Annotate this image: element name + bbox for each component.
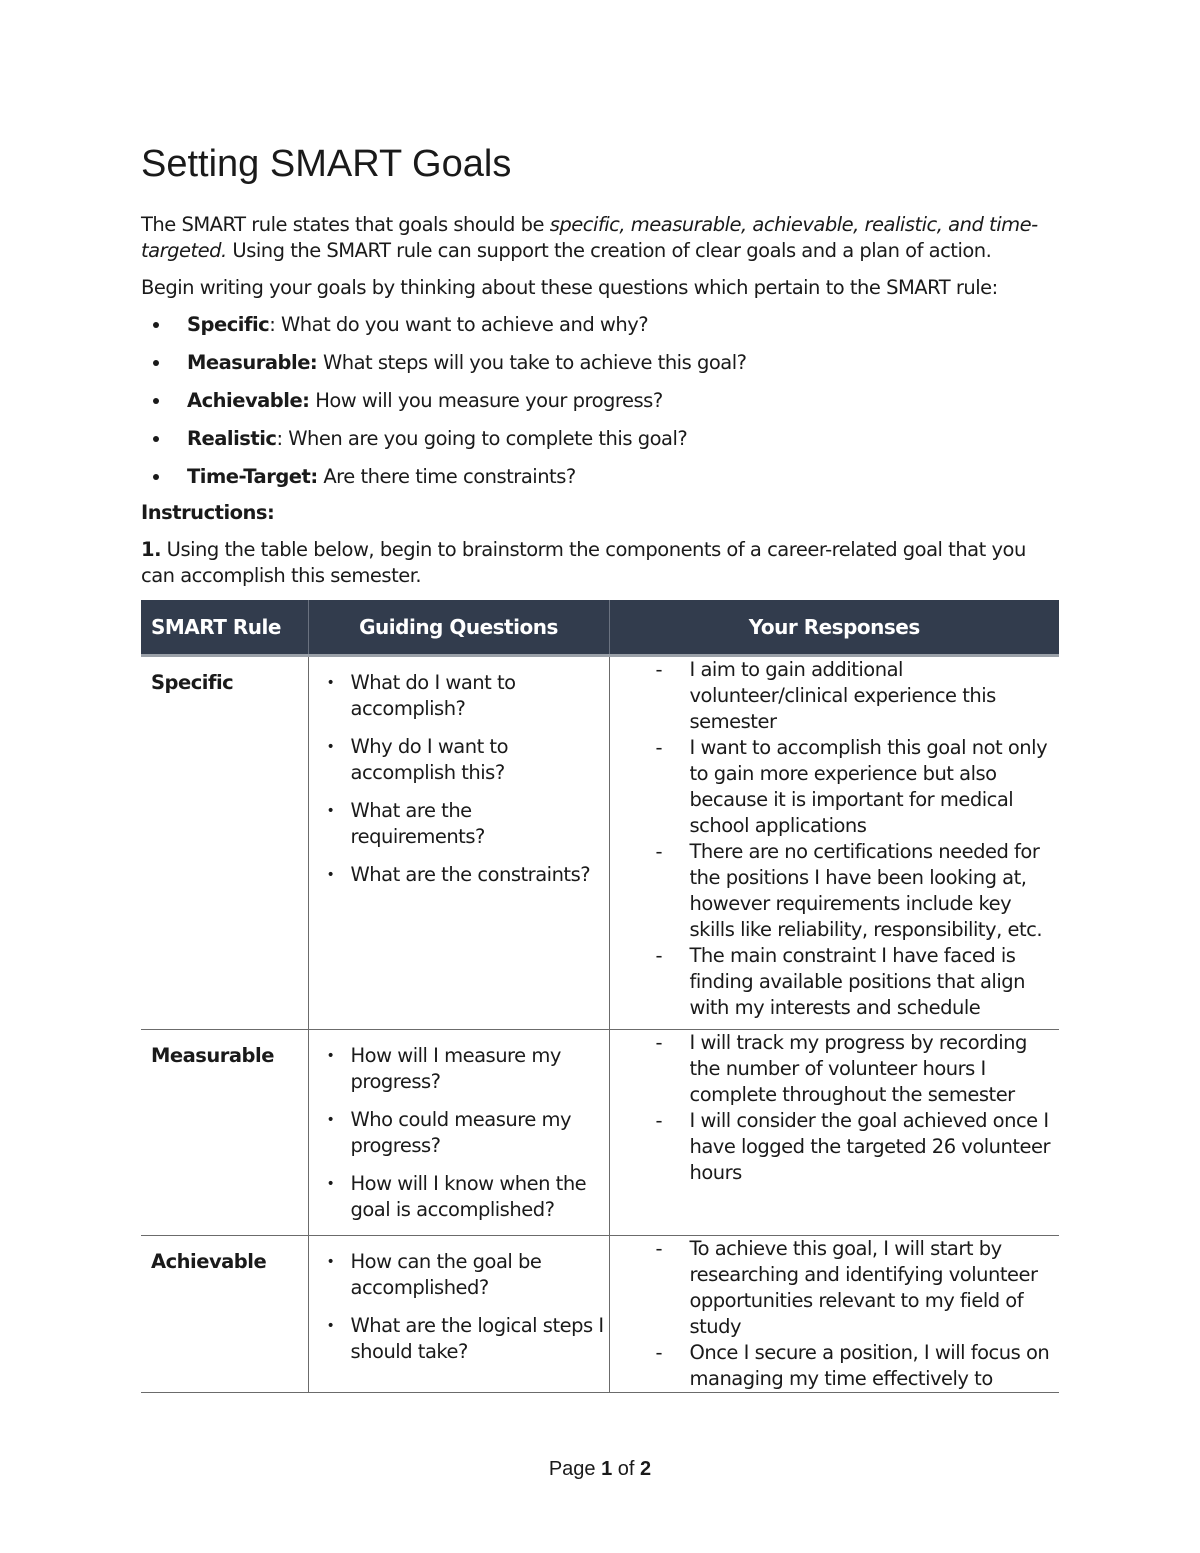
smart-term: Realistic <box>187 427 277 450</box>
bullet-icon: • <box>326 739 335 755</box>
bullet-icon: • <box>326 1112 335 1128</box>
bullet-icon <box>153 436 159 442</box>
question-text: What are the requirements? <box>350 799 485 848</box>
response-text: Once I secure a position, I will focus on managing my time effectively to <box>689 1341 1050 1390</box>
intro-text-1: The SMART rule states that goals should be <box>141 213 550 236</box>
response-item <box>610 839 1054 943</box>
dash-icon: - <box>655 1237 663 1260</box>
table-row <box>141 656 1059 1030</box>
instruction-number: 1. <box>141 538 161 561</box>
bullet-icon: • <box>326 1048 335 1064</box>
bullet-icon <box>153 398 159 404</box>
response-item <box>610 1030 1054 1108</box>
response-item <box>610 657 1054 735</box>
question-text: What do I want to accomplish? <box>350 671 516 720</box>
smart-list-item <box>141 312 1059 350</box>
question-item <box>309 1171 605 1223</box>
response-text: I will consider the goal achieved once I have logged the targeted 26 volunteer hours <box>689 1109 1051 1184</box>
smart-sep: : <box>276 427 289 450</box>
dash-icon: - <box>655 944 663 967</box>
smart-list-item <box>141 350 1059 388</box>
intro-text-2: Using the SMART rule can support the creation of clear goals and a plan of action. <box>226 239 992 262</box>
smart-term: Time-Target: <box>187 465 318 488</box>
question-text: How can the goal be accomplished? <box>350 1250 542 1299</box>
bullet-icon: • <box>326 1254 335 1270</box>
smart-term: Measurable: <box>187 351 318 374</box>
question-text: How will I measure my progress? <box>350 1044 561 1093</box>
response-text: I will track my progress by recording the number of volunteer hours I complete throughout the semester <box>689 1031 1027 1106</box>
dash-icon: - <box>655 840 663 863</box>
rule-cell: Measurable <box>141 1030 308 1236</box>
question-item <box>309 1107 605 1159</box>
dash-icon: - <box>655 1341 663 1364</box>
smart-goals-table <box>141 600 1059 1393</box>
smart-term: Achievable: <box>187 389 310 412</box>
begin-paragraph: Begin writing your goals by thinking about these questions which pertain to the SMART rule: <box>141 276 998 299</box>
bullet-icon: • <box>326 867 335 883</box>
table-row <box>141 1236 1059 1393</box>
rule-cell: Achievable <box>141 1236 308 1393</box>
question-item <box>309 798 605 850</box>
smart-list-item <box>141 426 1059 464</box>
question-item <box>309 1313 605 1365</box>
response-text: I aim to gain additional volunteer/clinical experience this semester <box>689 658 996 733</box>
smart-text: When are you going to complete this goal? <box>288 427 688 450</box>
dash-icon: - <box>655 1031 663 1054</box>
instruction-1 <box>141 537 1059 589</box>
bullet-icon <box>153 322 159 328</box>
footer-page-word: Page <box>548 1458 602 1480</box>
smart-text: What do you want to achieve and why? <box>280 313 649 336</box>
bullet-icon: • <box>326 1176 335 1192</box>
questions-cell <box>308 1030 609 1236</box>
question-item <box>309 862 605 888</box>
responses-cell <box>609 1236 1059 1393</box>
question-item <box>309 1249 605 1301</box>
header-smart-rule: SMART Rule <box>141 600 308 656</box>
page-footer <box>0 1458 1200 1481</box>
question-item <box>309 734 605 786</box>
response-item <box>610 1340 1054 1392</box>
smart-list-item <box>141 464 1059 502</box>
response-item <box>610 943 1054 1021</box>
smart-text: How will you measure your progress? <box>315 389 663 412</box>
table-row <box>141 1030 1059 1236</box>
footer-of-word: of <box>612 1458 641 1480</box>
response-item <box>610 735 1054 839</box>
question-item <box>309 1043 605 1095</box>
smart-term: Specific <box>187 313 270 336</box>
question-text: What are the logical steps I should take? <box>350 1314 604 1363</box>
bullet-icon <box>153 474 159 480</box>
header-your-responses: Your Responses <box>609 600 1059 656</box>
responses-cell <box>609 656 1059 1030</box>
response-text: The main constraint I have faced is finding available positions that align with my interests and schedule <box>689 944 1026 1019</box>
footer-current-page: 1 <box>601 1458 613 1480</box>
response-text: To achieve this goal, I will start by researching and identifying volunteer opportunities relevant to my field of study <box>689 1237 1038 1338</box>
dash-icon: - <box>655 736 663 759</box>
bullet-icon: • <box>326 1318 335 1334</box>
intro-paragraph <box>141 212 1059 264</box>
questions-cell <box>308 1236 609 1393</box>
questions-cell <box>308 656 609 1030</box>
question-text: Why do I want to accomplish this? <box>350 735 509 784</box>
response-item <box>610 1108 1054 1186</box>
page-title: Setting SMART Goals <box>141 143 512 185</box>
smart-text: What steps will you take to achieve this goal? <box>322 351 747 374</box>
response-text: I want to accomplish this goal not only to gain more experience but also because it is important for medical school applications <box>689 736 1048 837</box>
response-text: There are no certifications needed for the positions I have been looking at, however requirements include key skills like reliability, responsibility, etc. <box>689 840 1043 941</box>
bullet-icon: • <box>326 675 335 691</box>
responses-cell <box>609 1030 1059 1236</box>
smart-list-item <box>141 388 1059 426</box>
question-item <box>309 670 605 722</box>
smart-sep: : <box>269 313 281 336</box>
smart-list <box>141 312 1059 502</box>
response-item <box>610 1236 1054 1340</box>
footer-total-pages: 2 <box>640 1458 652 1480</box>
table-header-row <box>141 600 1059 656</box>
instruction-text: Using the table below, begin to brainstorm the components of a career-related goal that you can accomplish this semester. <box>141 538 1026 587</box>
question-text: Who could measure my progress? <box>350 1108 572 1157</box>
bullet-icon <box>153 360 159 366</box>
bullet-icon: • <box>326 803 335 819</box>
instructions-heading: Instructions: <box>141 501 275 524</box>
dash-icon: - <box>655 658 663 681</box>
dash-icon: - <box>655 1109 663 1132</box>
intro-italic-text: specific, measurable, achievable, realistic, and time-targeted. <box>141 213 1038 262</box>
smart-text: Are there time constraints? <box>323 465 576 488</box>
header-guiding-questions: Guiding Questions <box>308 600 609 656</box>
rule-cell: Specific <box>141 656 308 1030</box>
question-text: What are the constraints? <box>350 863 591 886</box>
question-text: How will I know when the goal is accomplished? <box>350 1172 587 1221</box>
